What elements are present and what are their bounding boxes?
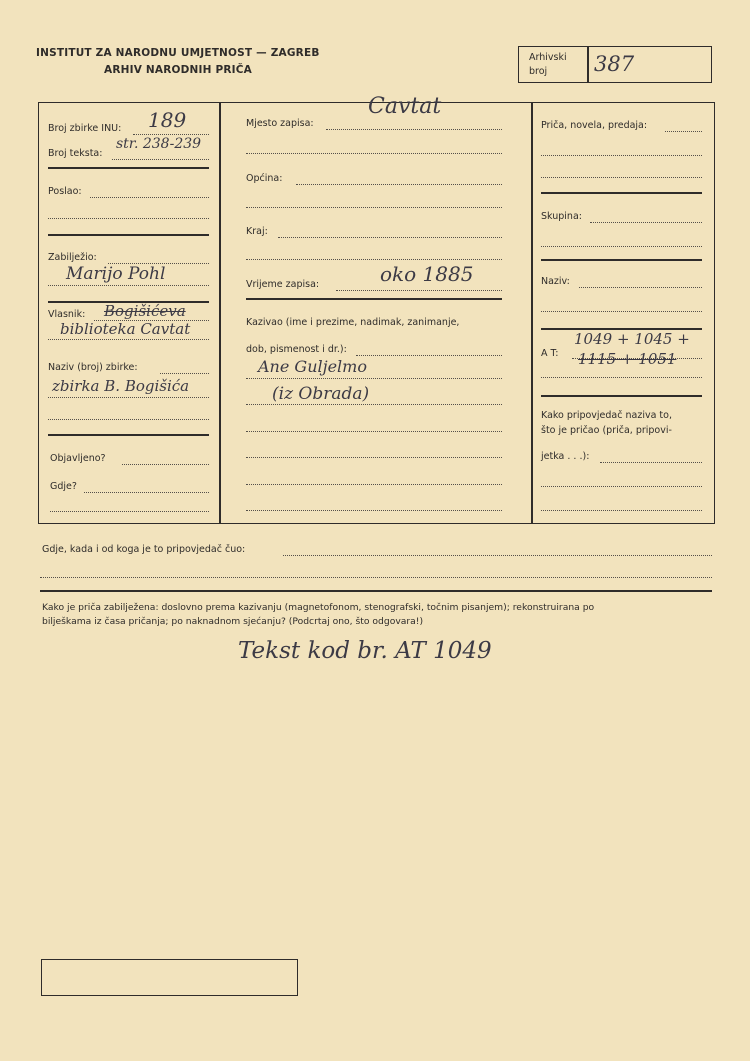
prica-label: Priča, novela, predaja: [541,120,648,131]
archive-number-value: 387 [594,52,635,76]
zabiljezio-label: Zabilježio: [48,252,97,263]
archive-box-divider [587,47,589,82]
kazivao-label-1: Kazivao (ime i prezime, nadimak, zanimanje, [246,317,460,328]
kazivao-value-2: (iz Obrada) [272,384,370,404]
kako-label-1: Kako pripovjedač naziva to, [541,410,672,421]
broj-teksta-label: Broj teksta: [48,148,103,159]
kraj-label: Kraj: [246,226,268,237]
vlasnik-label: Vlasnik: [48,309,86,320]
at-label: A T: [541,348,559,359]
kako-label-2: što je pričao (priča, pripovi- [541,425,672,436]
zabiljezio-value: Marijo Pohl [66,264,166,284]
at-value-2: 1115 + 1051 [578,350,677,368]
kazivao-label-2: dob, pismenost i dr.): [246,344,347,355]
broj-teksta-value: str. 238-239 [116,136,202,152]
gdje-label: Gdje? [50,481,77,492]
kazivao-value-1: Ane Guljelmo [258,357,367,376]
archive-label-1: Arhivski [529,52,567,63]
mjesto-value: Cavtat [368,94,442,119]
poslao-label: Poslao: [48,186,82,197]
frame-divider-right [531,103,533,523]
at-value-1: 1049 + 1045 + [574,330,690,348]
vrijeme-value: oko 1885 [380,262,474,286]
broj-zbirke-label: Broj zbirke INU: [48,123,122,134]
vlasnik-value-1: Bogišićeva [104,302,186,320]
kako-zabiljezena-1: Kako je priča zabilježena: doslovno prema kazivanju (magnetofonom, stenografski, točnim pisanjem); rekonstruirana po [42,602,595,613]
institute-title: INSTITUT ZA NARODNU UMJETNOST — ZAGREB [36,47,320,59]
objavljeno-label: Objavljeno? [50,453,106,464]
mjesto-label: Mjesto zapisa: [246,118,314,129]
kako-label-3: jetka . . .): [541,451,590,462]
archive-label-2: broj [529,66,548,77]
vrijeme-label: Vrijeme zapisa: [246,279,320,290]
bottom-box [41,959,298,996]
archive-title: ARHIV NARODNIH PRIČA [104,64,252,76]
naziv-zbirke-label: Naziv (broj) zbirke: [48,362,138,373]
handwritten-note: Tekst kod br. AT 1049 [238,638,492,664]
gdje-kada-label: Gdje, kada i od koga je to pripovjedač čuo: [42,544,246,555]
frame-divider-left [219,103,221,523]
naziv-zbirke-value: zbirka B. Bogišića [52,377,190,395]
broj-zbirke-value: 189 [148,108,187,132]
naziv-label: Naziv: [541,276,570,287]
opcina-label: Općina: [246,173,283,184]
skupina-label: Skupina: [541,211,582,222]
kako-zabiljezena-2: bilješkama iz časa pričanja; po naknadnom sjećanju? (Podcrtaj ono, što odgovara!) [42,616,424,627]
vlasnik-value-2: biblioteka Cavtat [60,320,191,338]
